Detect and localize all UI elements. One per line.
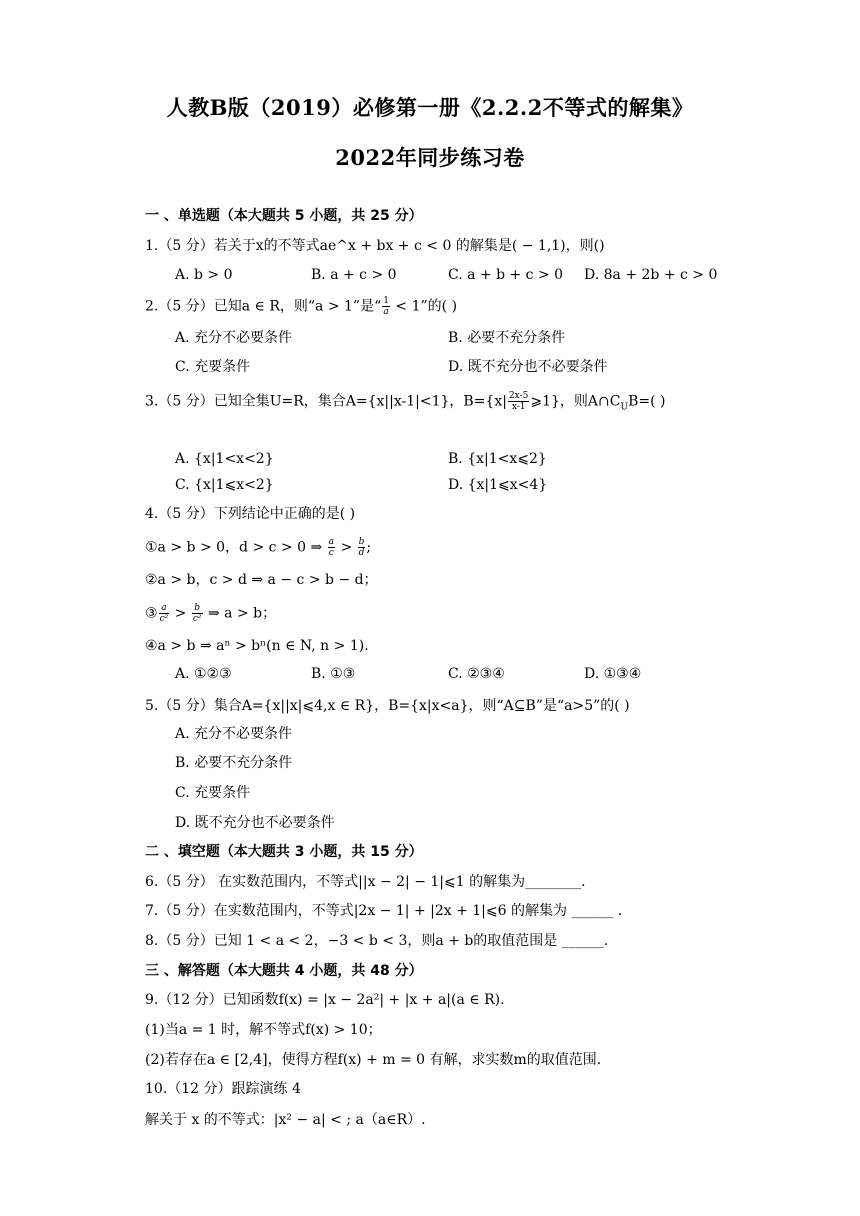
section-heading-1: 一 、单选题（本大题共 5 小题，共 25 分） (145, 208, 423, 224)
q4-item-3: ③ $\frac{a}{\text{c²}}$ > $\frac{b}{\text{c²}}$ ⇒ a > b； (145, 603, 277, 624)
q3-stem-pre: 3.（5 分）已知全集U=R，集合A={x||x-1|<1}，B={x| (145, 393, 507, 410)
q5-option-d: D. 既不充分也不必要条件 (175, 815, 335, 831)
q3-stem-end: B=( ) (628, 393, 666, 410)
frac-den: c² (159, 614, 169, 624)
q3-option-c: C. {x|1⩽x<2} (175, 477, 274, 493)
q5-option-a: A. 充分不必要条件 (175, 726, 293, 742)
q2-frac-den: a (383, 307, 389, 317)
q2-stem-pre: 2.（5 分）已知a ∈ R，则“a > 1”是“ (145, 298, 382, 315)
q4-item-3-frac-b (192, 603, 203, 624)
q4-item-1-frac-b (358, 537, 366, 558)
q10-body: 解关于 x 的不等式：|x² − a| < ; a（a∈R）. (145, 1112, 426, 1128)
question-10-stem: 10.（12 分）跟踪演练 4 (145, 1081, 301, 1097)
q4-item-1: ①a > b > 0，d > c > 0 ⇒ $\frac{a}{c}$ > $\frac{b}{d}$ ; (145, 537, 372, 558)
q3-subscript: U (620, 402, 629, 413)
q1-option-d: D. 8a + 2b + c > 0 (584, 267, 718, 283)
q3-stem-post: ⩾1}，则A∩C (530, 393, 621, 410)
question-9-stem: 9.（12 分）已知函数f(x) = |x − 2a²| + |x + a|(a ∈ R). (145, 992, 505, 1008)
q9-part-2: (2)若存在a ∈ [2,4]，使得方程f(x) + m = 0 有解，求实数m的取值范围. (145, 1052, 602, 1068)
q4-option-d: D. ①③④ (584, 666, 642, 682)
frac-num: a (159, 603, 170, 614)
q1-option-a: A. b > 0 (175, 267, 233, 283)
doc-title-line1: 人教B版（2019）必修第一册《2.2.2不等式的解集》 (166, 95, 694, 120)
q1-option-b: B. a + c > 0 (311, 267, 397, 283)
q4-option-b: B. ①③ (311, 666, 356, 682)
q4-item-3-post: ⇒ a > b； (203, 605, 277, 622)
question-5-stem: 5.（5 分）集合A={x||x|⩽4,x ∈ R}，B={x|x<a}，则“A⊆B”是“a>5”的( ) (145, 698, 630, 714)
q3-fraction (508, 391, 529, 412)
q2-option-b: B. 必要不充分条件 (448, 330, 566, 346)
frac-num: a (328, 537, 335, 547)
frac-num: b (358, 537, 365, 547)
q4-item-1-pre: ①a > b > 0，d > c > 0 ⇒ (145, 539, 327, 556)
question-8: 8.（5 分）已知 1 < a < 2，−3 < b < 3，则a + b的取值范围是 ______. (145, 933, 609, 949)
section-heading-2: 二 、填空题（本大题共 3 小题，共 15 分） (145, 844, 423, 860)
q4-item-2: ②a > b，c > d ⇒ a − c > b − d； (145, 572, 378, 588)
frac-den: d (358, 548, 365, 558)
q4-item-3-pre: ③ (145, 605, 158, 622)
q3-frac-num: 2x-5 (508, 391, 529, 401)
q2-stem-post: < 1”的( ) (390, 298, 458, 315)
q4-option-a: A. ①②③ (175, 666, 232, 682)
question-4-stem: 4.（5 分）下列结论中正确的是( ) (145, 506, 356, 522)
q2-option-d: D. 既不充分也不必要条件 (448, 359, 608, 375)
q2-fraction (382, 296, 390, 317)
q5-option-b: B. 必要不充分条件 (175, 755, 293, 771)
question-2-stem (145, 296, 457, 317)
question-6: 6.（5 分） 在实数范围内，不等式||x − 2| − 1|⩽1 的解集为________. (145, 874, 586, 890)
frac-den: c² (192, 614, 202, 624)
question-1-stem: 1.（5 分）若关于x的不等式ae^x + bx + c < 0 的解集是( − 1,1)，则() (145, 238, 605, 254)
q4-option-c: C. ②③④ (448, 666, 505, 682)
q4-item-4: ④a > b ⇒ aⁿ > bⁿ(n ∈ N, n > 1). (145, 638, 369, 654)
q2-option-c: C. 充要条件 (175, 359, 251, 375)
frac-den: c (328, 548, 334, 558)
q4-item-1-frac-a (328, 537, 335, 558)
q5-option-c: C. 充要条件 (175, 785, 251, 801)
frac-num: b (192, 603, 203, 614)
q3-option-d: D. {x|1⩽x<4} (448, 477, 548, 493)
section-heading-3: 三 、解答题（本大题共 4 小题，共 48 分） (145, 963, 423, 979)
q3-frac-den: x-1 (511, 402, 526, 412)
q1-option-c: C. a + b + c > 0 (448, 267, 564, 283)
q3-option-a: A. {x|1<x<2} (175, 451, 274, 467)
q4-item-3-frac-a (159, 603, 170, 624)
question-3-stem (145, 391, 665, 417)
question-7: 7.（5 分）在实数范围内，不等式|2x − 1| + |2x + 1|⩽6 的解集为 ______ . (145, 903, 623, 919)
doc-title-line2: 2022年同步练习卷 (335, 145, 525, 170)
q9-part-1: (1)当a = 1 时，解不等式f(x) > 10； (145, 1022, 382, 1038)
q2-option-a: A. 充分不必要条件 (175, 330, 293, 346)
q3-option-b: B. {x|1<x⩽2} (448, 451, 547, 467)
q2-frac-num: 1 (383, 296, 389, 306)
